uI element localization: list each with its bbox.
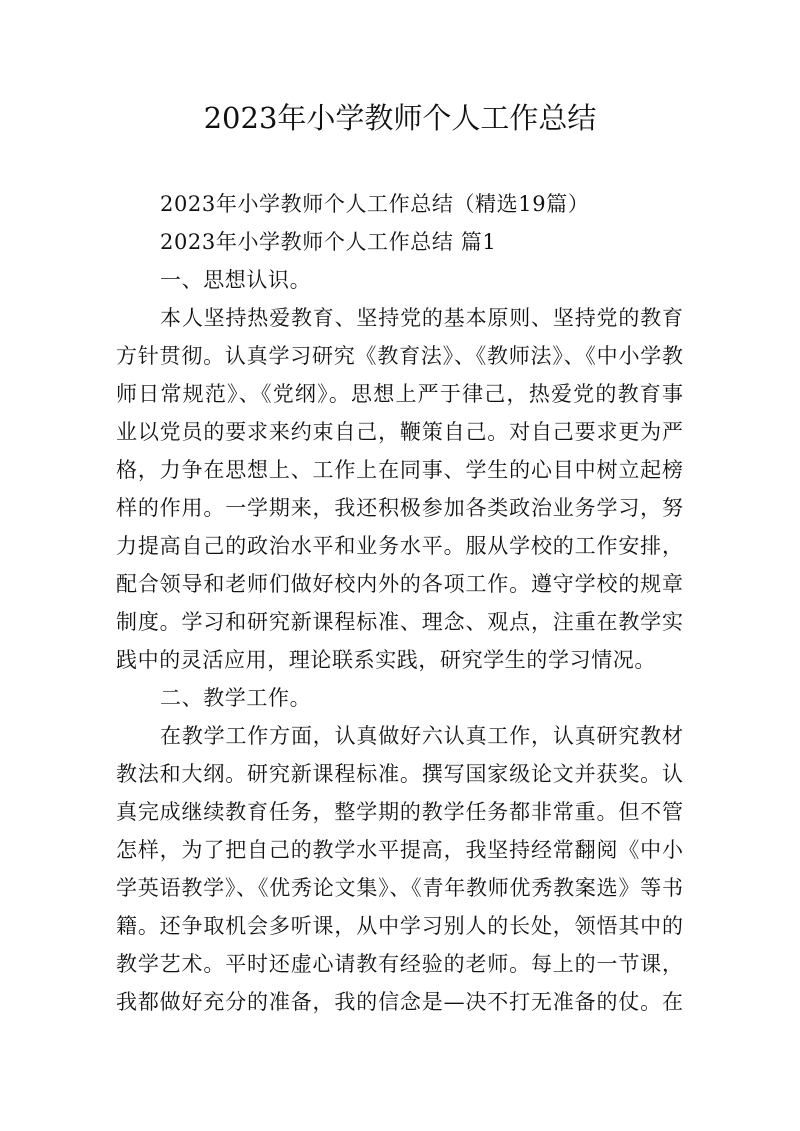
paragraph-line: 教学艺术。平时还虚心请教有经验的老师。每上的一节课， bbox=[116, 952, 683, 976]
paragraph-line: 践中的灵活应用，理论联系实践，研究学生的学习情况。 bbox=[116, 648, 656, 672]
section-heading-teaching: 二、教学工作。 bbox=[160, 686, 312, 710]
paragraph-line: 业以党员的要求来约束自己，鞭策自己。对自己要求更为严 bbox=[116, 420, 683, 444]
document-subtitle: 2023年小学教师个人工作总结（精选19篇） bbox=[160, 192, 590, 216]
paragraph-line: 在教学工作方面，认真做好六认真工作，认真研究教材 bbox=[160, 724, 683, 748]
paragraph-line: 方针贯彻。认真学习研究《教育法》、《教师法》、《中小学教 bbox=[116, 344, 683, 368]
document-title: 2023年小学教师个人工作总结 bbox=[203, 101, 597, 135]
paragraph-line: 我都做好充分的准备，我的信念是—决不打无准备的仗。在 bbox=[116, 990, 683, 1014]
paragraph-line: 本人坚持热爱教育、坚持党的基本原则、坚持党的教育 bbox=[160, 306, 683, 330]
paragraph-line: 学英语教学》、《优秀论文集》、《青年教师优秀教案选》等书 bbox=[116, 876, 683, 900]
paragraph-line: 怎样，为了把自己的教学水平提高，我坚持经常翻阅《中小 bbox=[116, 838, 683, 862]
paragraph-line: 力提高自己的政治水平和业务水平。服从学校的工作安排， bbox=[116, 534, 683, 558]
section-heading-thought: 一、思想认识。 bbox=[160, 268, 312, 292]
paragraph-line: 格，力争在思想上、工作上在同事、学生的心目中树立起榜 bbox=[116, 458, 683, 482]
article-heading: 2023年小学教师个人工作总结 篇1 bbox=[160, 230, 497, 254]
paragraph-line: 教法和大纲。研究新课程标准。撰写国家级论文并获奖。认 bbox=[116, 762, 683, 786]
paragraph-line: 籍。还争取机会多听课，从中学习别人的长处，领悟其中的 bbox=[116, 914, 683, 938]
paragraph-line: 真完成继续教育任务，整学期的教学任务都非常重。但不管 bbox=[116, 800, 683, 824]
paragraph-line: 样的作用。一学期来，我还积极参加各类政治业务学习，努 bbox=[116, 496, 683, 520]
paragraph-line: 师日常规范》、《党纲》。思想上严于律己，热爱党的教育事 bbox=[116, 382, 683, 406]
paragraph-line: 制度。学习和研究新课程标准、理念、观点，注重在教学实 bbox=[116, 610, 683, 634]
paragraph-line: 配合领导和老师们做好校内外的各项工作。遵守学校的规章 bbox=[116, 572, 683, 596]
